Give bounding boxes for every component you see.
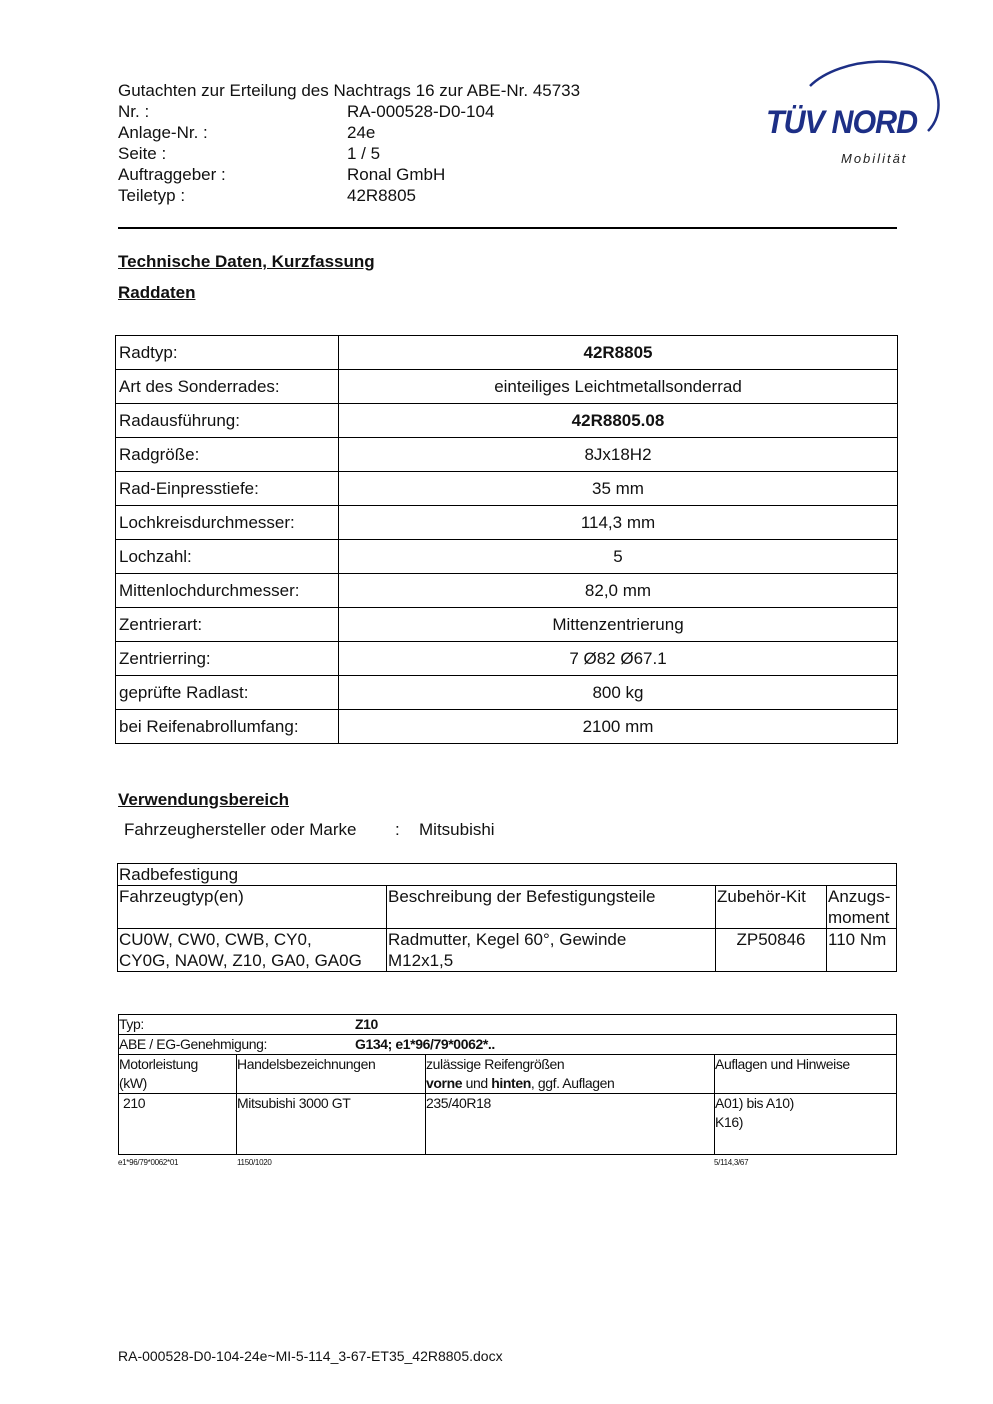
manufacturer-value: Mitsubishi [419,820,495,839]
typ-value: Z10 [355,1016,378,1032]
radbefestigung-title: Radbefestigung [118,864,897,886]
header-anzugsmoment-line: Anzugs- [828,887,891,906]
header-reifen-line: zulässige Reifengrößen [426,1056,565,1072]
abe-row [119,1035,897,1055]
raddaten-key: Rad-Einpresstiefe: [116,472,339,506]
table-row [119,1015,897,1035]
auflagen-line: A01) bis A10) [715,1095,794,1111]
header-beschreibung: Beschreibung der Befestigungsteile [387,886,716,929]
cell-zubehoer-kit: ZP50846 [716,929,827,972]
table-row [116,336,898,370]
logo-subtitle: Mobilität [841,151,908,166]
header-motorleistung [119,1055,237,1094]
raddaten-value: 82,0 mm [339,574,898,608]
raddaten-key: Radtyp: [116,336,339,370]
raddaten-value: 35 mm [339,472,898,506]
logo-wordmark: TÜV NORD [766,104,918,140]
field-seite-value: 1 / 5 [347,144,381,163]
auflagen-line: K16) [715,1114,743,1130]
field-anlage-label: Anlage-Nr. : [118,123,208,142]
header-fahrzeugtyp: Fahrzeugtyp(en) [118,886,387,929]
typ-label: Typ: [119,1016,144,1032]
field-teiletyp-label: Teiletyp : [118,186,186,205]
raddaten-key: Art des Sonderrades: [116,370,339,404]
section-raddaten: Raddaten [118,283,196,302]
raddaten-key: Lochzahl: [116,540,339,574]
header-handelsbezeichnungen: Handelsbezeichnungen [237,1055,426,1094]
raddaten-key: geprüfte Radlast: [116,676,339,710]
reifen-vorne: vorne [426,1075,463,1091]
raddaten-value: 8Jx18H2 [339,438,898,472]
tiny-code-bolt: 5/114,3/67 [714,1158,749,1167]
field-nr-label: Nr. : [118,102,150,121]
table-row [118,864,897,886]
cell-anzugsmoment: 110 Nm [827,929,897,972]
raddaten-table [115,335,898,744]
raddaten-value: 114,3 mm [339,506,898,540]
cell-fahrzeugtypen [118,929,387,972]
field-auftraggeber-label: Auftraggeber : [118,165,226,184]
table-row [116,370,898,404]
table-row [116,642,898,676]
raddaten-key: bei Reifenabrollumfang: [116,710,339,744]
header-motorleistung-line: (kW) [119,1075,147,1091]
field-nr-value: RA-000528-D0-104 [347,102,495,121]
reifen-rest: , ggf. Auflagen [530,1075,615,1091]
table-row [116,404,898,438]
radbefestigung-table [117,863,897,972]
reifen-hinten: hinten [491,1075,531,1091]
header-motorleistung-line: Motorleistung [119,1056,198,1072]
header-divider [118,227,897,229]
table-row [116,574,898,608]
footer-filename: RA-000528-D0-104-24e~MI-5-114_3-67-ET35_42R8805.docx [118,1348,503,1364]
fahrzeugtypen-line: CY0G, NA0W, Z10, GA0, GA0G [119,951,362,970]
table-row [116,710,898,744]
raddaten-value: Mittenzentrierung [339,608,898,642]
raddaten-value: 42R8805.08 [339,404,898,438]
cell-reifengroesse: 235/40R18 [426,1094,715,1155]
raddaten-key: Zentrierart: [116,608,339,642]
table-row [116,438,898,472]
manufacturer-separator: : [395,820,400,839]
table-row [119,1055,897,1094]
beschreibung-line: Radmutter, Kegel 60°, Gewinde [388,930,627,949]
raddaten-key: Lochkreisdurchmesser: [116,506,339,540]
table-row [116,608,898,642]
table-row [118,886,897,929]
header-reifen-line2 [426,1074,714,1093]
abe-label: ABE / EG-Genehmigung: [119,1036,268,1052]
abe-value: G134; e1*96/79*0062*.. [355,1036,495,1052]
beschreibung-line: M12x1,5 [388,951,454,970]
header-reifengroessen [426,1055,715,1094]
section-verwendungsbereich: Verwendungsbereich [118,790,289,809]
header-anzugsmoment [827,886,897,929]
raddaten-value: 5 [339,540,898,574]
document-title: Gutachten zur Erteilung des Nachtrags 16 zur ABE-Nr. 45733 [118,81,581,100]
table-row [118,929,897,972]
raddaten-key: Radausführung: [116,404,339,438]
section-technische-daten: Technische Daten, Kurzfassung [118,252,375,271]
raddaten-key: Zentrierring: [116,642,339,676]
header-auflagen: Auflagen und Hinweise [715,1055,897,1094]
table-row [116,676,898,710]
raddaten-value: 800 kg [339,676,898,710]
cell-handelsbezeichnung: Mitsubishi 3000 GT [237,1094,426,1155]
fahrzeugtypen-line: CU0W, CW0, CWB, CY0, [119,930,312,949]
raddaten-value: 2100 mm [339,710,898,744]
header-anzugsmoment-line: moment [828,908,890,927]
cell-motorleistung: 210 [119,1094,237,1155]
typ-row [119,1015,897,1035]
reifen-und: und [462,1075,492,1091]
cell-auflagen [715,1094,897,1155]
table-row [116,540,898,574]
field-auftraggeber-value: Ronal GmbH [347,165,446,184]
tiny-code-approval: e1*96/79*0062*01 [118,1158,179,1167]
tiny-code-weight: 1150/1020 [237,1158,272,1167]
raddaten-value: 42R8805 [339,336,898,370]
field-teiletyp-value: 42R8805 [347,186,417,205]
table-row [116,506,898,540]
field-anlage-value: 24e [347,123,376,142]
raddaten-value: 7 Ø82 Ø67.1 [339,642,898,676]
raddaten-value: einteiliges Leichtmetallsonderrad [339,370,898,404]
typ-table [118,1014,897,1155]
table-row [119,1094,897,1155]
manufacturer-label: Fahrzeughersteller oder Marke [124,820,357,839]
table-row [116,472,898,506]
cell-beschreibung [387,929,716,972]
header-zubehoer-kit: Zubehör-Kit [716,886,827,929]
field-seite-label: Seite : [118,144,167,163]
table-row [119,1035,897,1055]
raddaten-key: Mittenlochdurchmesser: [116,574,339,608]
raddaten-key: Radgröße: [116,438,339,472]
